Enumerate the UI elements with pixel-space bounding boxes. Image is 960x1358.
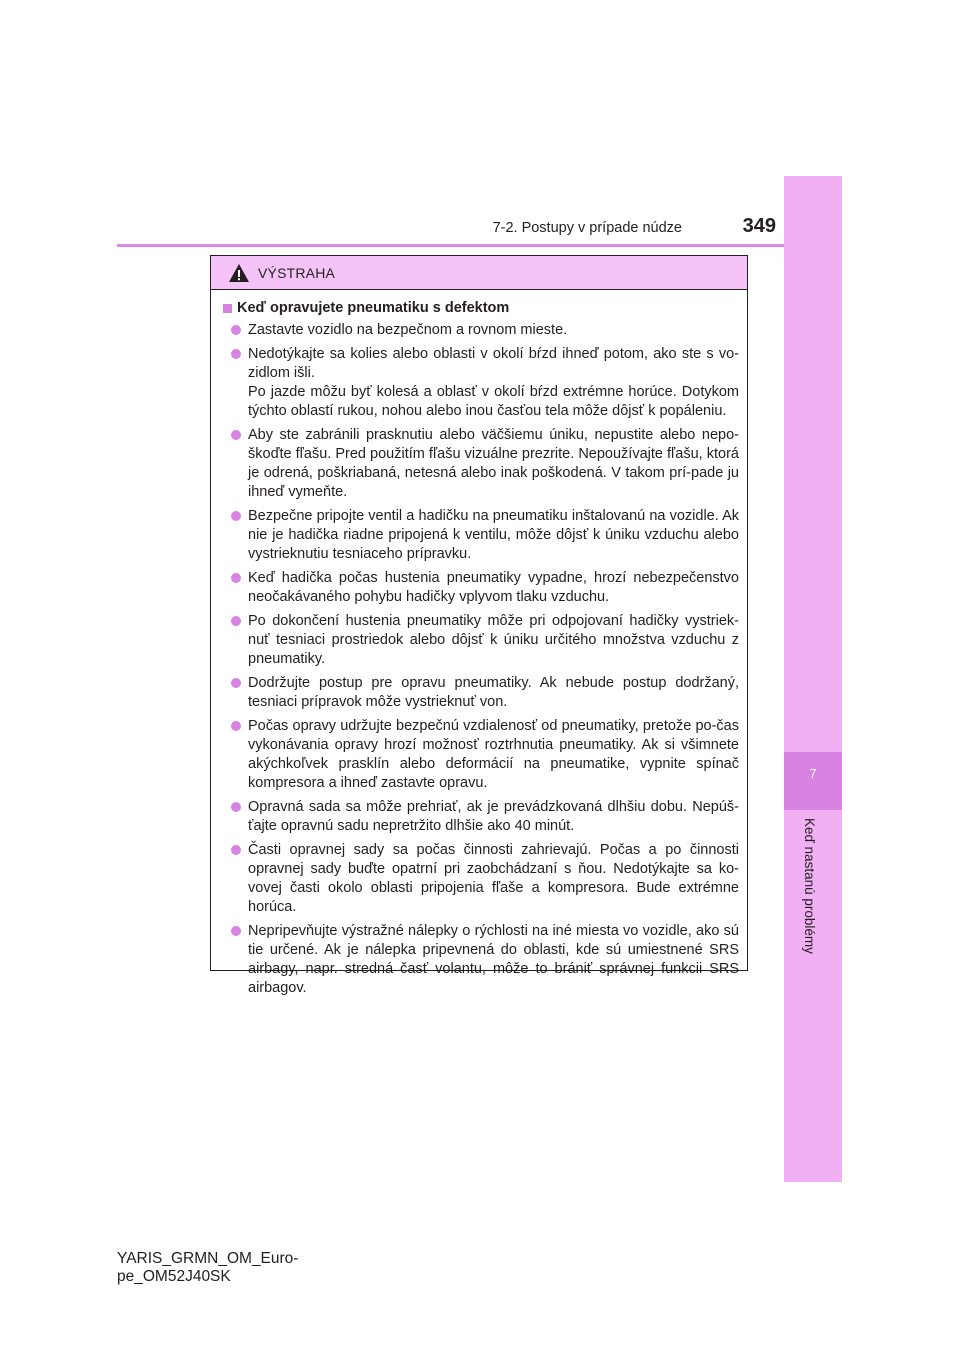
bullet-text: Aby ste zabránili prasknutiu alebo väčšiemu úniku, nepustite alebo nepo-škoďte fľašu. Pred použitím fľašu vizuálne prezrite. Nepoužívajte fľašu, ktorá je odrená, poškriabaná, netesná alebo inak poškodená. V takom prí-pade ju ihneď vymeňte.	[248, 427, 739, 500]
warning-bullet	[223, 345, 739, 421]
section-header: 7-2. Postupy v prípade núdze	[492, 220, 682, 236]
bullet-dot-icon	[231, 430, 241, 440]
warning-triangle-icon	[228, 263, 250, 283]
bullet-dot-icon	[231, 511, 241, 521]
warning-bullet	[223, 321, 739, 340]
bullet-dot-icon	[231, 802, 241, 812]
chapter-side-tab	[784, 176, 842, 1182]
header-rule	[117, 244, 784, 247]
bullet-text: Bezpečne pripojte ventil a hadičku na pneumatiku inštalovanú na vozidle. Ak nie je hadička riadne pripojená k ventilu, môže dôjsť k úniku vzduchu alebo vystrieknutiu tesniaceho prípravku.	[248, 508, 739, 562]
bullet-text: Opravná sada sa môže prehriať, ak je prevádzkovaná dlhšiu dobu. Nepúš-ťajte opravnú sadu nepretržito dlhšie ako 40 minút.	[248, 799, 739, 834]
warning-bullet	[223, 717, 739, 793]
warning-bullet	[223, 612, 739, 669]
bullet-text: Po dokončení hustenia pneumatiky môže pri odpojovaní hadičky vystriek-nuť tesniaci prostriedok alebo dôjsť k úniku určitého množstva vzduchu z pneumatiky.	[248, 613, 739, 667]
bullet-text: Nepripevňujte výstražné nálepky o rýchlosti na iné miesta vo vozidle, ako sú tie určené. Ak je nálepka pripevnená do oblasti, kde sú umiestnené SRS airbagy, napr. stredná časť volantu, môže to brániť správnej funkcii SRS airbagov.	[248, 923, 739, 996]
warning-bullet	[223, 507, 739, 564]
bullet-dot-icon	[231, 926, 241, 936]
bullet-dot-icon	[231, 845, 241, 855]
bullet-text: Zastavte vozidlo na bezpečnom a rovnom mieste.	[248, 322, 568, 338]
warning-bullet	[223, 922, 739, 998]
warning-bullet	[223, 841, 739, 917]
page-number: 349	[742, 215, 776, 237]
warning-title: VÝSTRAHA	[258, 264, 336, 281]
chapter-number-block	[784, 752, 842, 810]
chapter-title: Keď nastanú problémy	[802, 818, 817, 954]
bullet-dot-icon	[231, 678, 241, 688]
bullet-dot-icon	[231, 721, 241, 731]
bullet-text: Časti opravnej sady sa počas činnosti zahrievajú. Počas a po činnosti opravnej sady buďte opatrní pri zaobchádzaní s ňou. Nedotýkajte sa ko-vovej časti okolo oblasti pripojenia fľaše a kompresora. Bude extrémne horúca.	[248, 842, 739, 915]
warning-content	[211, 290, 747, 998]
bullet-dot-icon	[231, 573, 241, 583]
warning-section-title	[223, 300, 739, 316]
bullet-dot-icon	[231, 349, 241, 359]
bullet-text: Nedotýkajte sa kolies alebo oblasti v okolí bŕzd ihneď potom, ako ste s vo-zidlom išli. Po jazde môžu byť kolesá a oblasť v okolí bŕzd extrémne horúce. Dotykom týchto oblastí rukou, nohou alebo inou časťou tela môže dôjsť k popáleniu.	[248, 346, 739, 419]
warning-bullet	[223, 798, 739, 836]
bullet-text: Keď hadička počas hustenia pneumatiky vypadne, hrozí nebezpečenstvo neočakávaného pohybu hadičky vplyvom tlaku vzduchu.	[248, 570, 739, 605]
bullet-dot-icon	[231, 325, 241, 335]
warning-bullet	[223, 426, 739, 502]
bullet-text: Dodržujte postup pre opravu pneumatiky. Ak nebude postup dodržaný, tesniaci prípravok môže vystrieknuť von.	[248, 675, 739, 710]
warning-bullet	[223, 569, 739, 607]
warning-box	[210, 255, 748, 996]
square-bullet-icon	[223, 304, 232, 313]
bullet-dot-icon	[231, 616, 241, 626]
chapter-number: 7	[809, 766, 817, 781]
warning-bullet	[223, 674, 739, 712]
section-title-text: Keď opravujete pneumatiku s defektom	[237, 300, 510, 316]
bullet-text: Počas opravy udržujte bezpečnú vzdialenosť od pneumatiky, pretože po-čas vykonávania opravy hrozí možnosť roztrhnutia pneumatiky. Ak si všimnete akýchkoľvek prasklín alebo deformácií na pneumatike, vypnite spínač kompresora a ihneď zastavte opravu.	[248, 718, 739, 791]
warning-header	[211, 256, 747, 290]
document-code: YARIS_GRMN_OM_Euro- pe_OM52J40SK	[117, 1250, 299, 1285]
